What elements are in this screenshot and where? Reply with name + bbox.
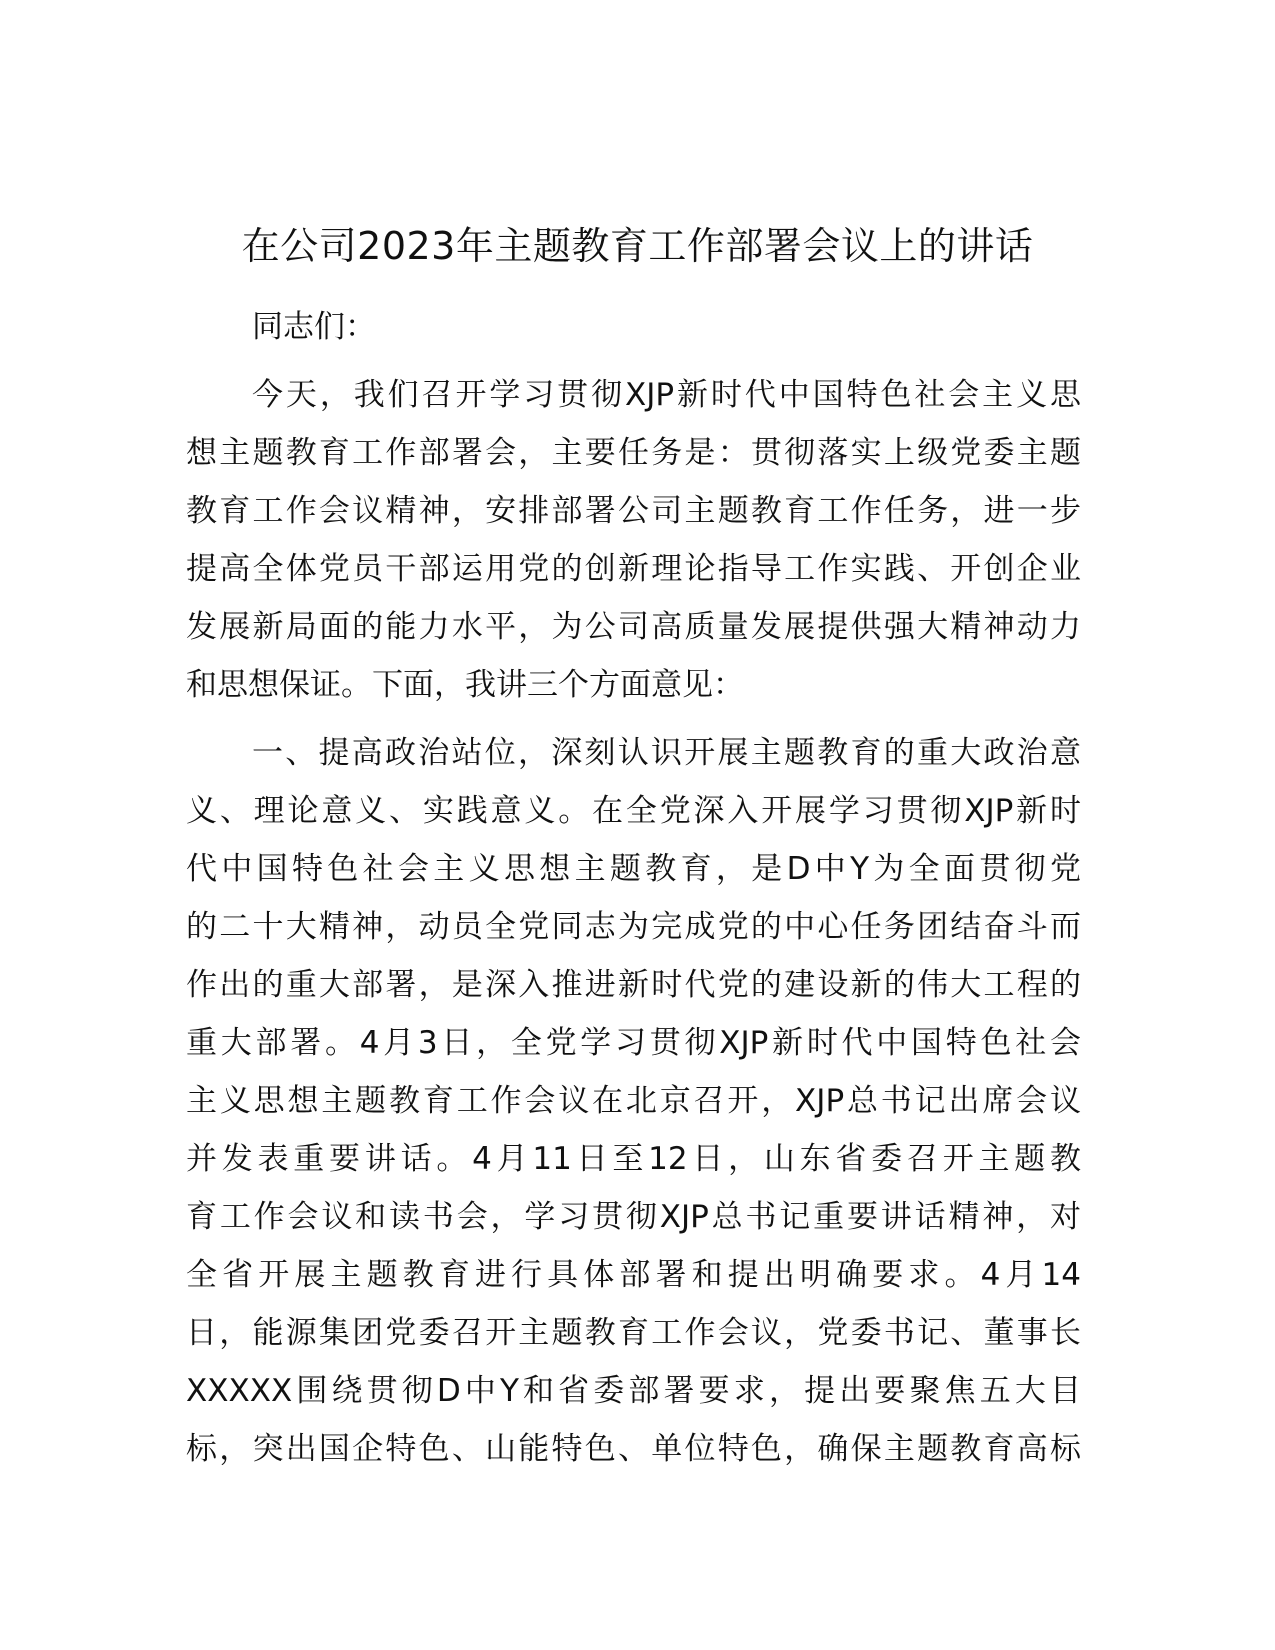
salutation: 同志们： <box>252 309 376 345</box>
paragraph-2-line: 代中国特色社会主义思想主题教育，是D中Y为全面贯彻党 <box>186 851 1081 887</box>
document-title: 在公司2023年主题教育工作部署会议上的讲话 <box>241 224 1034 268</box>
paragraph-spacer <box>186 714 1081 724</box>
paragraph-2-line: 义、理论意义、实践意义。在全党深入开展学习贯彻XJP新时 <box>186 793 1081 829</box>
paragraph-1-line: 教育工作会议精神，安排部署公司主题教育工作任务，进一步 <box>186 493 1081 529</box>
paragraph-2-line: 作出的重大部署，是深入推进新时代党的建设新的伟大工程的 <box>186 967 1081 1003</box>
paragraph-2-line: 日，能源集团党委召开主题教育工作会议，党委书记、董事长 <box>186 1315 1081 1351</box>
paragraph-2-line: 重大部署。4月3日，全党学习贯彻XJP新时代中国特色社会 <box>186 1025 1081 1061</box>
paragraph-2-line: 的二十大精神，动员全党同志为完成党的中心任务团结奋斗而 <box>186 909 1081 945</box>
paragraph-2-line: 并发表重要讲话。4月11日至12日，山东省委召开主题教 <box>186 1141 1081 1177</box>
paragraph-1-line: 今天，我们召开学习贯彻XJP新时代中国特色社会主义思 <box>252 377 1081 413</box>
paragraph-2-line: 主义思想主题教育工作会议在北京召开，XJP总书记出席会议 <box>186 1083 1081 1119</box>
paragraph-1-line: 提高全体党员干部运用党的创新理论指导工作实践、开创企业 <box>186 551 1081 587</box>
paragraph-spacer <box>186 356 1081 366</box>
paragraph-2-line: 一、提高政治站位，深刻认识开展主题教育的重大政治意 <box>252 735 1081 771</box>
paragraph-2-line: 标，突出国企特色、山能特色、单位特色，确保主题教育高标 <box>186 1431 1081 1467</box>
paragraph-2-line: XXXXX围绕贯彻D中Y和省委部署要求，提出要聚焦五大目 <box>186 1373 1081 1409</box>
paragraph-2-line: 全省开展主题教育进行具体部署和提出明确要求。4月14 <box>186 1257 1081 1293</box>
paragraph-1-line: 想主题教育工作部署会，主要任务是：贯彻落实上级党委主题 <box>186 435 1081 471</box>
paragraph-1-line: 发展新局面的能力水平，为公司高质量发展提供强大精神动力 <box>186 609 1081 645</box>
document-body <box>186 298 1081 1478</box>
paragraph-1-line: 和思想保证。下面，我讲三个方面意见： <box>186 667 744 703</box>
paragraph-2-line: 育工作会议和读书会，学习贯彻XJP总书记重要讲话精神，对 <box>186 1199 1081 1235</box>
